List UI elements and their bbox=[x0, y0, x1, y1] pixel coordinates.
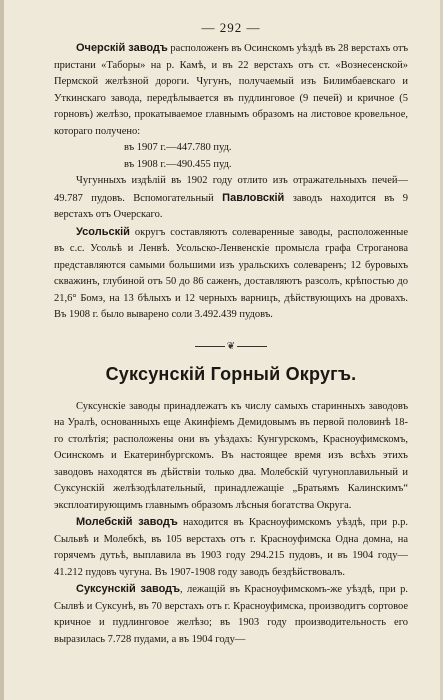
paragraph-suksunsky-text: , лежащій въ Красноуфимскомъ-же уѣздѣ, при р. Сылвѣ и Суксунѣ, въ 70 верстахъ отъ г. Красноуфимска, производитъ сортовое кричное и пудлинговое желѣзо; въ 1903 году производительность его выразилась 7.728 пудами, а въ 1904 году— bbox=[54, 584, 408, 645]
paragraph-molebsky-text: находится въ Красноуфимскомъ уѣздѣ, при р.р. Сыльвѣ и Молебкѣ, въ 105 верстахъ отъ г. Красноуфимска Одна домна, на горячемъ дутьѣ, выплавила въ 1903 году 294.215 пудовъ, и въ 1904 году—41.212 пудовъ чугуна. Въ 1907-1908 году заводъ бездѣйствовалъ. bbox=[54, 517, 409, 578]
heading-usolsky: Усольскій bbox=[76, 225, 130, 238]
production-1908: въ 1908 г.—490.455 пуд. bbox=[124, 158, 232, 170]
paragraph-cast-iron-text-b: заводъ находится въ 9 верстахъ отъ Очерскаго. bbox=[54, 192, 408, 220]
paragraph-usolsky bbox=[54, 224, 408, 324]
paragraph-cast-iron bbox=[54, 173, 408, 224]
ornament-rule-right bbox=[237, 346, 267, 347]
paragraph-molebsky bbox=[54, 514, 408, 581]
page-number: — 292 — bbox=[201, 20, 261, 35]
paragraph-ochersky bbox=[54, 40, 408, 140]
heading-suksunsky-zavod: Суксунскій заводъ bbox=[76, 583, 181, 595]
heading-pavlovsky: Павловскій bbox=[222, 191, 285, 204]
production-1907: въ 1907 г.—447.780 пуд. bbox=[124, 142, 232, 153]
page-content bbox=[54, 20, 408, 648]
paragraph-usolsky-text: округъ составляютъ солеваренные заводы, расположенные въ с.с. Усольѣ и Ленвѣ. Усольско-Ленвенскіе промысла графа Строганова представляются самыми большими изъ уральскихъ солеваренъ; 12 буровыхъ скважинъ, глубиной отъ 50 до 86 саженъ, доставляютъ разсолъ, крѣпостью до 21,6° Бомэ, на 13 бѣлыхъ и 12 черныхъ варницъ, дѣйствующихъ на дровахъ. Въ 1908 г. было выварено соли 3.492.439 пудовъ. bbox=[54, 226, 408, 320]
paragraph-ochersky-text: расположенъ въ Осинскомъ уѣздѣ въ 28 верстахъ отъ пристани «Таборы» на р. Камѣ, и въ 22 верстахъ отъ ст. «Вознесенской» Пермской желѣзной дороги. Чугунъ, получаемый изъ Билимбаевскаго и Уткинскаго завода, передѣлывается въ пудлинговое (9 печей) и кричное (5 горновъ) желѣзо, прокатываемое главнымъ образомъ на листовое кровельное, котораго получено: bbox=[54, 43, 408, 137]
ornament-rule-left bbox=[195, 346, 225, 347]
ornament-icon: ❦ bbox=[226, 340, 236, 352]
heading-ochersky-zavod: Очерскій заводъ bbox=[76, 42, 168, 54]
section-title: Суксунскій Горный Округъ. bbox=[105, 363, 357, 384]
ornament-divider bbox=[54, 342, 408, 352]
heading-molebsky-zavod: Молебскій заводъ bbox=[76, 516, 178, 528]
paragraph-suksun-intro: Суксунскіе заводы принадлежатъ къ числу самыхъ старинныхъ заводовъ на Уралѣ, основанныхъ еще Акинфіемъ Демидовымъ въ первой половинѣ 18-го столѣтія; расположены они въ уѣздахъ: Кунгурскомъ, Красноуфимскомъ, Осинскомъ и Екатеринбургскомъ. Въ настоящее время изъ всѣхъ этихъ заводовъ находятся въ дѣйствіи только два. Молебскій чугуноплавильный и Суксунскій желѣзодѣлательный, принадлежащіе „Братьямъ Калинскимъ“ эксплоатирующимъ главнымъ образомъ лѣсныя богатства Округа. bbox=[54, 400, 408, 511]
paragraph-cast-iron-text-a: Чугунныхъ издѣлій въ 1902 году отлито изъ отражательныхъ печей—49.787 пудовъ. Вспомогательный bbox=[54, 175, 408, 204]
paragraph-suksunsky bbox=[54, 581, 408, 648]
